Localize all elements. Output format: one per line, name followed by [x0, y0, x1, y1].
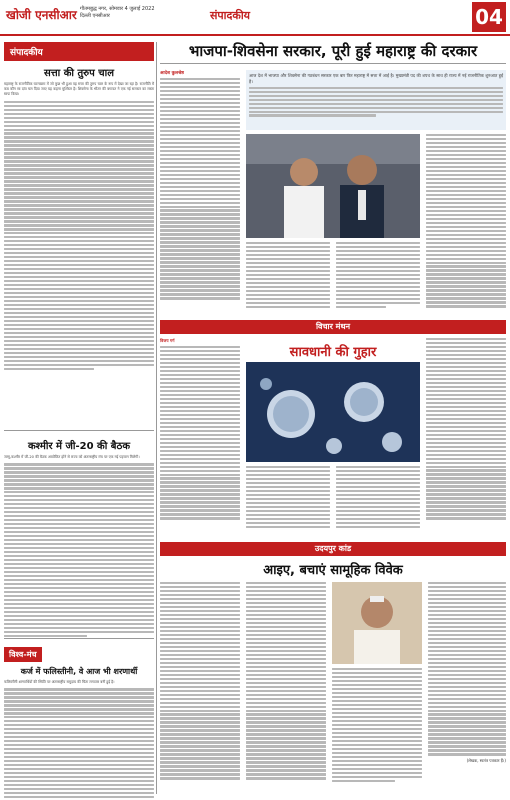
- udaipur-column-3: [332, 668, 422, 794]
- udaipur-column-1: [160, 582, 240, 794]
- kashmir-body: जम्मू-कश्मीर में जी-20 की बैठक आयोजित होने से राज्य को अंतरराष्ट्रीय मंच पर एक नई पहचान मिलेगी।: [4, 455, 140, 459]
- kashmir-text-lines: [4, 463, 154, 637]
- udaipur-story: [160, 560, 506, 794]
- lead-column-right: [426, 134, 506, 314]
- world-title: कर्ज में फलिस्तीनी, वे आज भी शरणार्थी: [20, 667, 138, 676]
- kashmir-title: कश्मीर में जी-20 की बैठक: [27, 441, 131, 452]
- opinion-column-1: [160, 338, 240, 536]
- udaipur-photo: [332, 582, 422, 664]
- lead-photo: [246, 134, 420, 238]
- portrait-photo-illustration: [332, 582, 422, 664]
- lead-under-photo-2: [336, 242, 420, 314]
- opinion-photo: [246, 362, 420, 462]
- left-column: [4, 42, 154, 794]
- lead-story: [160, 70, 506, 314]
- lead-headline: भाजपा-शिवसेना सरकार, पूरी हुई महाराष्ट्र की दरकार: [160, 42, 506, 64]
- udaipur-section-bar: उदयपुर कांड: [160, 542, 506, 556]
- opinion-column-right: [426, 338, 506, 536]
- leaders-photo-illustration: [246, 134, 420, 238]
- editorial-block: [4, 42, 154, 422]
- newspaper-brand: खोजी एनसीआर: [6, 8, 77, 22]
- opinion-lines-1: [160, 346, 240, 520]
- editorial-flag: संपादकीय: [4, 42, 154, 61]
- lead-intro-lines: [249, 87, 503, 117]
- lead-intro-text: आज देश में भाजपा और शिवसेना की गठबंधन सरकार एक बार फिर महाराष्ट्र में सत्ता में आई है। मुख्यमंत्री पद की शपथ के साथ ही राज्य में नई राजनीतिक शुरुआत हुई है।: [249, 73, 503, 84]
- editorial-text-lines: [4, 101, 154, 370]
- edition-meta: [80, 6, 155, 20]
- udaipur-column-4-lines: [428, 582, 506, 756]
- editorial-body: महाराष्ट्र के राजनीतिक घटनाक्रम में जो कुछ भी हुआ वह सत्ता की तुरुप चाल के रूप में देखा जा रहा है। राजनीति में कब कौन सा दांव चल दिया जाए यह कहना मुश्किल है। शिवसेना के भीतर की बगावत ने एक नई सरकार का रास्ता साफ किया।: [4, 82, 154, 97]
- lead-intro-box: [246, 70, 506, 130]
- opinion-story: [160, 338, 506, 536]
- column-divider: [156, 42, 157, 794]
- editorial-title: सत्ता की तुरुप चाल: [43, 68, 115, 79]
- world-text-lines: [4, 688, 154, 800]
- edition-date: गौतमबुद्ध नगर, सोमवार 4 जुलाई 2022: [80, 6, 155, 12]
- kashmir-story: [4, 430, 154, 630]
- udaipur-title: आइए, बचाएं सामूहिक विवेक: [263, 563, 403, 578]
- opinion-under-photo-1: [246, 466, 330, 536]
- world-flag: विश्व-मंच: [4, 647, 42, 662]
- page-section-title: संपादकीय: [210, 9, 251, 22]
- udaipur-column-2: [246, 582, 326, 794]
- world-body: फलिस्तीनी शरणार्थियों की स्थिति पर अंतरराष्ट्रीय समुदाय की चिंता लगातार बनी हुई है।: [4, 680, 115, 684]
- edition-region: दिल्ली एनसीआर: [80, 13, 110, 19]
- lead-under-photo-1: [246, 242, 330, 314]
- masthead: [0, 0, 510, 36]
- lead-column-1: [160, 78, 240, 314]
- opinion-section-bar: विचार मंथन: [160, 320, 506, 334]
- udaipur-column-4: [428, 582, 506, 794]
- main-area: [160, 42, 506, 794]
- udaipur-author-credit: (लेखक, स्वतंत्र पत्रकार हैं।): [466, 757, 506, 763]
- virus-illustration: [246, 362, 420, 462]
- opinion-under-photo-2: [336, 466, 420, 536]
- opinion-title: सावधानी की गुहार: [289, 345, 377, 360]
- opinion-byline: विजय गर्ग: [160, 338, 175, 343]
- page-number: 04: [472, 2, 506, 32]
- lead-byline: आदेश कुलश्रेष्ठ: [160, 71, 184, 76]
- world-story: [4, 638, 154, 794]
